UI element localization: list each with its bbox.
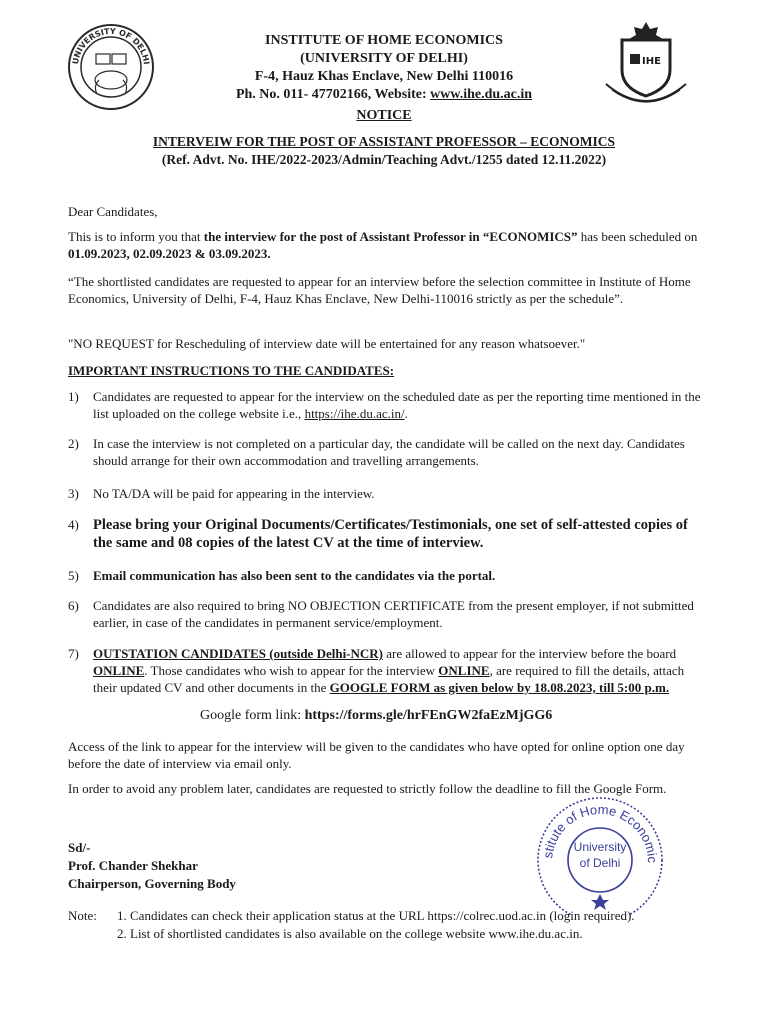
stamp-line-1: University — [573, 840, 627, 854]
college-website-link[interactable]: https://ihe.du.ac.in/ — [304, 406, 405, 421]
item-number: 2) — [68, 436, 79, 451]
university-name: (UNIVERSITY OF DELHI) — [300, 51, 468, 66]
item-number: 4) — [68, 517, 79, 532]
website-link[interactable]: www.ihe.du.ac.in — [430, 87, 533, 102]
google-form-label: Google form link: — [200, 708, 305, 723]
item-text — [93, 388, 708, 422]
interview-schedule-paragraph — [68, 228, 708, 262]
interview-dates: 01.09.2023, 02.09.2023 & 03.09.2023. — [68, 246, 271, 261]
instruction-item-4 — [68, 516, 708, 554]
instruction-item-3 — [68, 485, 708, 503]
stamp-ring-text: stitute of Home Economic — [540, 801, 661, 864]
google-form-line — [200, 708, 552, 724]
signatory-designation: Chairperson, Governing Body — [68, 876, 236, 891]
google-form-link[interactable]: https://forms.gle/hrFEnGW2faEzMjGG6 — [304, 708, 553, 723]
item-number: 1) — [68, 389, 79, 404]
note-item-1: 1. Candidates can check their application status at the URL https://colrec.uod.ac.in (login required). — [117, 908, 635, 923]
seal-ring-text: UNIVERSITY OF DELHI — [71, 26, 151, 65]
note-label: Note: — [68, 908, 97, 923]
online-label: ONLINE — [438, 663, 490, 678]
phone-text: Ph. No. 011- 47702166, Website: — [235, 87, 431, 102]
item-number: 6) — [68, 598, 79, 613]
ihe-logo-text: IHE — [642, 56, 661, 67]
no-rescheduling-paragraph: "NO REQUEST for Rescheduling of interview date will be entertained for any reason whatsoever." — [68, 336, 586, 351]
item-text: In case the interview is not completed on a particular day, the candidate will be called on the next day. Candidates should arrange for their own accommodation and travelling arrangements. — [93, 436, 685, 468]
p1-text-b: the interview for the post of Assistant Professor in “ECONOMICS” — [203, 229, 578, 244]
sd-mark: Sd/- — [68, 840, 91, 855]
stamp-line-2: of Delhi — [579, 856, 621, 870]
item-text: Candidates are also required to bring NO OBJECTION CERTIFICATE from the present employer, if not submitted earlier, in case of the candidates in permanent service/employment. — [93, 598, 694, 630]
item1-period: . — [404, 406, 408, 421]
p1-text-a: This is to inform you that — [68, 229, 204, 244]
institute-address: F-4, Hauz Khas Enclave, New Delhi 110016 — [254, 69, 514, 84]
google-form-deadline: GOOGLE FORM as given below by 18.08.2023, till 5:00 p.m. — [329, 680, 670, 695]
access-paragraph: Access of the link to appear for the interview will be given to the candidates who have opted for online option one day before the date of interview via email only. — [68, 739, 685, 771]
advt-reference: (Ref. Advt. No. IHE/2022-2023/Admin/Teaching Advt./1255 dated 12.11.2022) — [161, 152, 607, 167]
item-number: 3) — [68, 486, 79, 501]
notice-title: INTERVEIW FOR THE POST OF ASSISTANT PROFESSOR – ECONOMICS — [152, 134, 616, 149]
signatory-name: Prof. Chander Shekhar — [68, 858, 198, 873]
instruction-item-6 — [68, 597, 708, 633]
item-text: No TA/DA will be paid for appearing in the interview. — [93, 486, 375, 501]
instruction-item-2 — [68, 435, 708, 471]
item7-text-f: , are required to fill the details, attach their updated CV and other documents in the — [93, 663, 685, 695]
shortlisted-paragraph: “The shortlisted candidates are requested to appear for an interview before the selection committee in Institute of Home Economics, University of Delhi, F-4, Hauz Khas Enclave, New Delhi-110016 strictly as per the schedule”. — [68, 274, 691, 306]
instruction-item-5 — [68, 567, 708, 585]
item-text: Email communication has also been sent to the candidates via the portal. — [93, 568, 496, 583]
item-text — [93, 645, 708, 696]
item-text: Please bring your Original Documents/Certificates/Testimonials, one set of self-attested copies of the same and 08 copies of the latest CV at the time of interview. — [93, 517, 688, 551]
institute-name: INSTITUTE OF HOME ECONOMICS — [265, 33, 503, 48]
item-number: 5) — [68, 568, 79, 583]
item7-text-b: are allowed to appear for the interview before the board — [383, 646, 677, 661]
instruction-item-1 — [68, 388, 708, 424]
p1-text-c: has been scheduled on — [577, 229, 698, 244]
instructions-heading: IMPORTANT INSTRUCTIONS TO THE CANDIDATES: — [68, 363, 395, 378]
item7-text-d: . Those candidates who wish to appear for the interview — [144, 663, 439, 678]
institute-stamp — [530, 790, 670, 915]
online-label: ONLINE — [93, 663, 145, 678]
item1-text: Candidates are requested to appear for the interview on the scheduled date as per the reporting time mentioned in the list uploaded on the college website i.e., — [93, 389, 701, 421]
contact-line — [0, 87, 768, 103]
salutation: Dear Candidates, — [68, 204, 158, 219]
deadline-paragraph: In order to avoid any problem later, candidates are requested to strictly follow the deadline to fill the Google Form. — [68, 781, 667, 796]
note-item-2: 2. List of shortlisted candidates is also available on the college website www.ihe.du.ac.in. — [117, 926, 583, 941]
item-number: 7) — [68, 646, 79, 661]
outstation-label: OUTSTATION CANDIDATES (outside Delhi-NCR) — [93, 646, 383, 661]
notice-heading: NOTICE — [356, 108, 412, 123]
